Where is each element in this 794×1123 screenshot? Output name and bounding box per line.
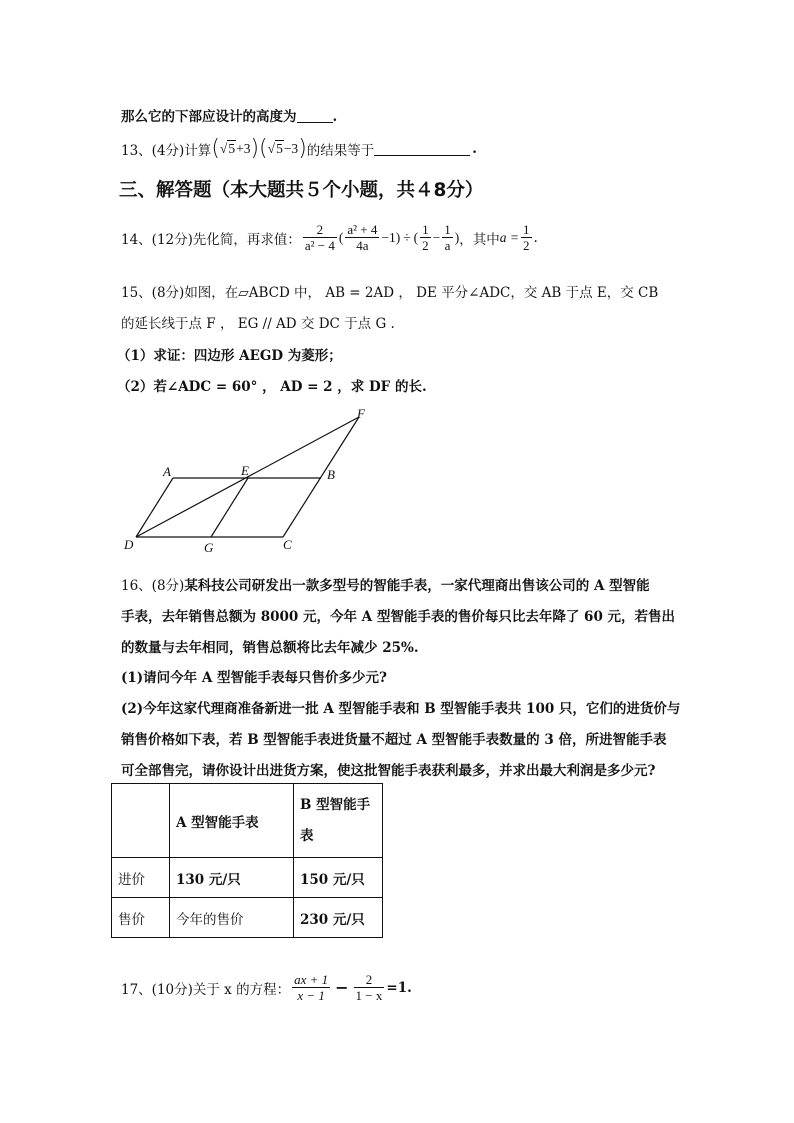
q15-label: 15、(8分) — [121, 285, 185, 301]
q13-text-before: 计算 — [184, 142, 212, 159]
q13-term2: √5−3 — [267, 140, 299, 156]
figure-label-A: A — [163, 464, 171, 479]
q15-line1-text: 如图，在▱ABCD 中， AB = 2AD ， DE 平分∠ADC，交 AB 于点 E，交 CB — [184, 285, 659, 301]
q14-line: 14、(12分) 先化简，再求值： $\frac{2}{\text{a² − 4}}$ ( $\frac{\text{a² + 4}}{4a}$ −1) ÷ ( $\frac{1}{2}$ − $\frac{1}{a}$ ) ，其中 a = $\frac{1}{2}$ . — [121, 222, 538, 253]
q13-term1: √5+3 — [219, 140, 251, 156]
q14-frac5: $\frac{1}{2}$ — [523, 222, 530, 253]
figure-line-AD — [136, 478, 173, 537]
q15-part2: （2）若∠ADC = 60° ， AD = 2 ，求 DF 的长. — [117, 379, 427, 395]
table-cell: 售价 — [112, 898, 170, 938]
q16-line3: 的数量与去年相同，销售总额将比去年减少 25%. — [121, 640, 419, 656]
q16-line2: 手表，去年销售总额为 8000 元，今年 A 型智能手表的售价每只比去年降了 60 元，若售出 — [121, 609, 676, 625]
q13-line — [121, 136, 477, 161]
q16-sub2-line1: (2)今年这家代理商准备新进一批 A 型智能手表和 B 型智能手表共 100 只，它们的进货价与 — [121, 701, 681, 717]
table-cell: 今年的售价 — [170, 898, 294, 938]
figure-label-E: E — [241, 463, 249, 478]
q13-label: 13、(4分) — [121, 142, 185, 159]
q16-price-table — [111, 783, 383, 938]
q14-frac4: $\frac{1}{a}$ — [444, 222, 451, 253]
q13-sqrt-arg-2: 5 — [276, 140, 283, 156]
q14-frac3: $\frac{1}{2}$ — [422, 222, 429, 253]
q15-line1 — [121, 281, 658, 301]
figure-label-C: C — [283, 537, 292, 552]
q13-paren-close-2: ) — [298, 136, 307, 161]
q17-tail: =1. — [386, 979, 412, 996]
figure-label-B: B — [327, 467, 335, 482]
q16-sub2-line2: 销售价格如下表，若 B 型智能手表进货量不超过 A 型智能手表数量的 3 倍，所进智能手表 — [121, 732, 667, 748]
q13-paren-open-2: ( — [259, 136, 268, 161]
q13-term2-op: −3 — [283, 140, 299, 156]
q16-sub1: (1)请问今年 A 型智能手表每只售价多少元? — [121, 670, 387, 686]
table-header-a: A 型智能手表 — [170, 784, 294, 858]
q14-minus-one: −1) — [381, 229, 401, 245]
section3-heading: 三、解答题（本大题共５个小题，共４8分） — [119, 180, 484, 201]
q13-period: . — [472, 140, 477, 157]
q13-sqrt-arg-1: 5 — [228, 140, 236, 156]
q12-text: 那么它的下部应设计的高度为 — [121, 109, 297, 125]
q14-frac2: $\frac{\text{a² + 4}}{4a}$ — [347, 222, 378, 253]
q17-frac1: $\frac{ax + 1}{x - 1}$ — [294, 972, 329, 1003]
q15-part1: （1）求证：四边形 AEGD 为菱形； — [117, 348, 342, 364]
q13-paren-open-1: ( — [211, 136, 220, 161]
q12-period: . — [332, 109, 338, 125]
q14-text-mid: ，其中 — [459, 231, 500, 248]
table-cell: 130 元/只 — [170, 858, 294, 898]
figure-line-BF — [283, 417, 359, 537]
q12-tail-line — [121, 105, 337, 125]
figure-line-EG — [211, 478, 248, 537]
table-row — [112, 784, 383, 858]
q17-line — [121, 972, 412, 1003]
q13-text-after: 的结果等于 — [306, 142, 375, 159]
q14-text-before: 先化简，再求值： — [192, 231, 301, 248]
q15-line2: 的延长线于点 F ， EG // AD 交 DC 于点 G . — [121, 316, 395, 332]
figure-label-G: G — [204, 540, 214, 555]
q17-frac2: $\frac{2}{1 - x}$ — [355, 972, 383, 1003]
q14-div: ÷ — [403, 229, 411, 245]
table-row — [112, 858, 383, 898]
figure-line-DF — [136, 417, 359, 537]
figure-label-F: F — [357, 406, 365, 421]
q14-period: . — [533, 229, 538, 246]
q16-line1 — [121, 574, 650, 594]
figure-label-D: D — [124, 537, 134, 552]
q16-sub2-line3: 可全部售完，请你设计出进货方案，使这批智能手表获利最多，并求出最大利润是多少元? — [121, 763, 656, 779]
table-header-b: B 型智能手 表 — [294, 784, 383, 858]
table-header-empty — [112, 784, 170, 858]
table-cell: 进价 — [112, 858, 170, 898]
q17-minus: − — [335, 978, 349, 997]
q12-answer-blank — [297, 108, 333, 123]
q14-frac1: $\frac{2}{\text{a² − 4}}$ — [304, 222, 335, 253]
table-cell: 230 元/只 — [294, 898, 383, 938]
q13-term1-op: +3 — [236, 140, 251, 156]
q17-text-before: 关于 x 的方程： — [192, 981, 291, 998]
q16-label: 16、(8分) — [121, 578, 185, 594]
q13-paren-close-1: ) — [250, 136, 260, 161]
q16-line1-text: 某科技公司研发出一款多型号的智能手表，一家代理商出售该公司的 A 型智能 — [184, 578, 650, 594]
table-cell: 150 元/只 — [294, 858, 383, 898]
q17-label: 17、(10分) — [121, 981, 193, 998]
q13-answer-blank — [374, 141, 470, 156]
table-row — [112, 898, 383, 938]
q14-label: 14、(12分) — [121, 231, 193, 248]
q14-a-eq: a = — [499, 229, 520, 245]
